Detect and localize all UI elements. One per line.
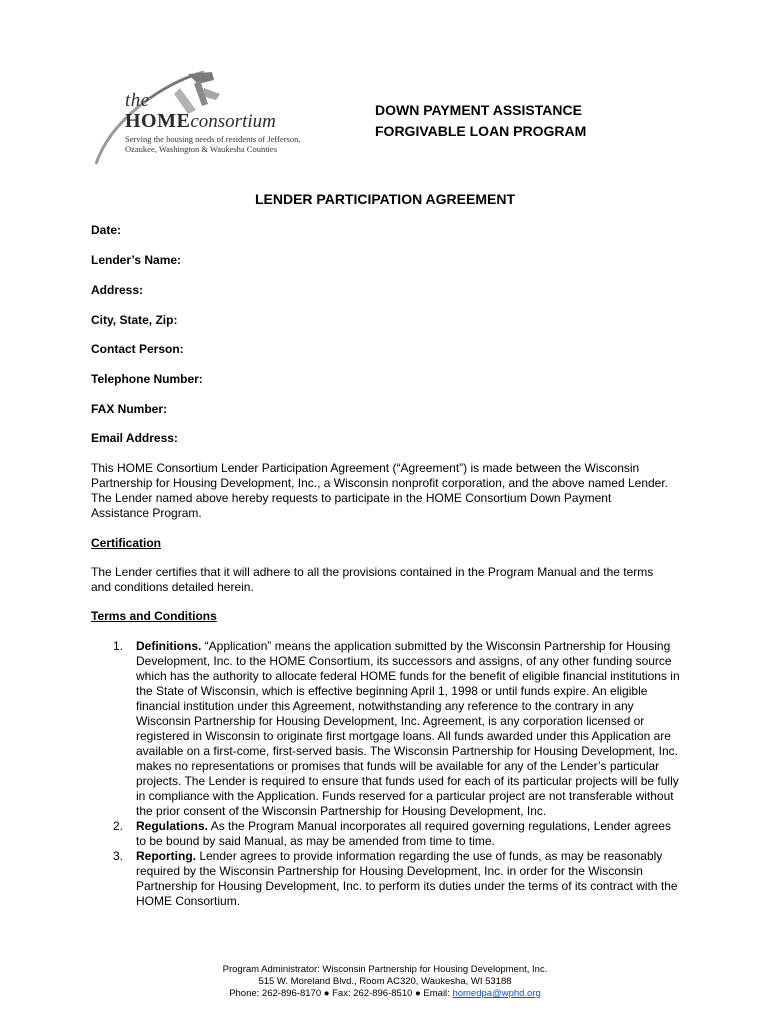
agreement-title: LENDER PARTICIPATION AGREEMENT [254, 191, 516, 207]
item-term: Regulations. [136, 819, 209, 833]
list-item [91, 639, 681, 819]
logo-home: HOME [125, 110, 191, 132]
list-item [91, 849, 681, 909]
program-title [375, 100, 586, 142]
list-item [91, 819, 681, 849]
telephone-field-label: Telephone Number: [91, 372, 203, 386]
item-text: “Application” means the application submitted by the Wisconsin Partnership for Housing Development, Inc. to the HOME Consortium, its successors and assigns, of any other funding source which has the authority to allocate federal HOME funds for the benefit of eligible financial institutions in the State of Wisconsin, which is effective beginning April 1, 1998 or until funds expire. An eligible financial institution under this Agreement, notwithstanding any reference to the contrary in any Wisconsin Partnership for Housing Development, Inc. Agreement, is any corporation licensed or registered in Wisconsin to originate first mortgage loans. All funds awarded under this Application are available on a first-come, first-served basis. The Wisconsin Partnership for Housing Development, Inc. makes no representations or promises that funds will be available for any of the Lender’s particular projects. The Lender is required to ensure that funds used for each of its particular projects will be fully in compliance with the Application. Funds reserved for a particular project are not transferable without the prior consent of the Wisconsin Partnership for Housing Development, Inc. [136, 639, 680, 818]
item-number: 1. [113, 639, 124, 653]
terms-list [91, 639, 681, 909]
page-footer [0, 964, 770, 1000]
item-term: Definitions. [136, 639, 202, 653]
fax-field-label: FAX Number: [91, 402, 168, 416]
logo-tagline: Serving the housing needs of residents of Jefferson, Ozaukee, Washington & Waukesha Counties [125, 134, 301, 154]
item-text: Lender agrees to provide information regarding the use of funds, as may be reasonably required by the Wisconsin Partnership for Housing Development, Inc. in order for the Wisconsin Partnership for Housing Development, Inc. to perform its duties under the terms of its contract with the HOME Consortium. [136, 849, 678, 908]
certification-text: The Lender certifies that it will adhere to all the provisions contained in the Program Manual and the terms and conditions detailed herein. [91, 565, 654, 594]
certification-heading: Certification [91, 536, 162, 550]
address-field-label: Address: [91, 283, 144, 297]
footer-email-link[interactable]: homedpa@wphd.org [452, 988, 541, 999]
footer-address: 515 W. Moreland Blvd., Room AC320, Waukesha, WI 53188 [258, 976, 512, 987]
logo-consortium: consortium [190, 111, 276, 132]
footer-phone-fax: Phone: 262-896-8170 ● Fax: 262-896-8510 ● Email: [229, 988, 453, 999]
city-state-zip-field-label: City, State, Zip: [91, 313, 178, 327]
date-field-label: Date: [91, 223, 122, 237]
terms-heading: Terms and Conditions [91, 609, 217, 623]
home-consortium-logo [92, 70, 322, 170]
item-term: Reporting. [136, 849, 196, 863]
footer-contact [0, 988, 770, 1000]
item-text: As the Program Manual incorporates all required governing regulations, Lender agrees to be bound by said Manual, as may be amended from time to time. [136, 819, 671, 848]
logo-wordmark [125, 110, 276, 133]
item-number: 2. [113, 819, 124, 833]
footer-administrator: Program Administrator: Wisconsin Partnership for Housing Development, Inc. [222, 964, 548, 975]
email-field-label: Email Address: [91, 431, 178, 445]
logo-the: the [125, 90, 150, 111]
contact-person-field-label: Contact Person: [91, 342, 184, 356]
lender-name-field-label: Lender’s Name: [91, 253, 182, 267]
program-title-line-2: FORGIVABLE LOAN PROGRAM [375, 123, 587, 139]
item-number: 3. [113, 849, 124, 863]
program-title-line-1: DOWN PAYMENT ASSISTANCE [375, 102, 582, 118]
intro-paragraph: This HOME Consortium Lender Participation Agreement (“Agreement”) is made between the Wisconsin Partnership for Housing Development, Inc., a Wisconsin nonprofit corporation, and the above named Lender. The Lender named above hereby requests to participate in the HOME Consortium Down Payment Assistance Program. [91, 461, 669, 520]
